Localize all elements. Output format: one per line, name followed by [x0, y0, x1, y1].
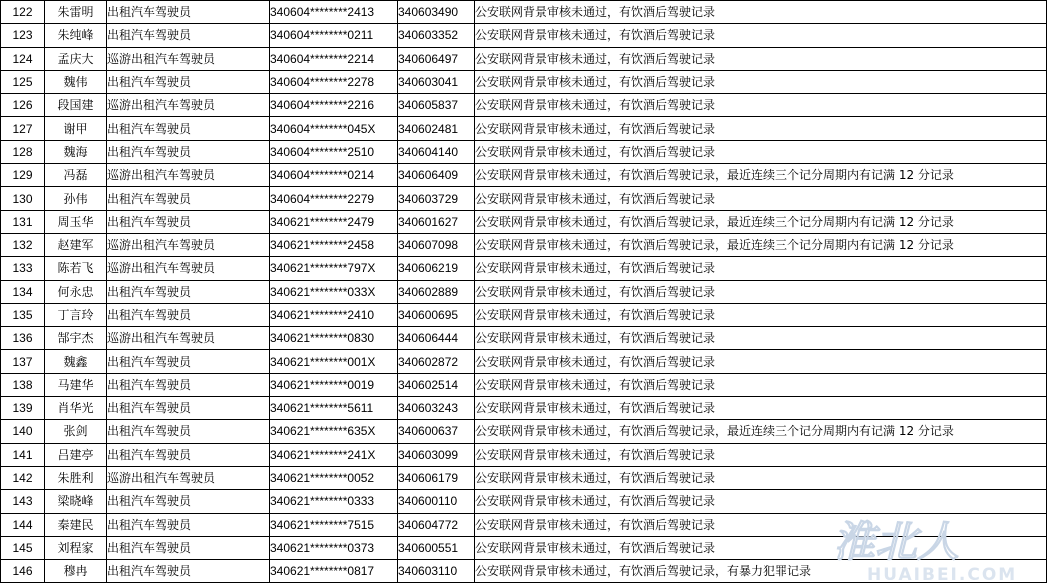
table-row — [1, 187, 1047, 210]
cell-job-type: 出租汽车驾驶员 — [107, 70, 270, 93]
cell-license-number: 340600637 — [398, 420, 475, 443]
cell-license-number: 340600110 — [398, 490, 475, 513]
cell-id-number: 340621********0052 — [270, 466, 398, 489]
cell-license-number: 340604772 — [398, 513, 475, 536]
table-row — [1, 303, 1047, 326]
cell-id-number: 340604********2279 — [270, 187, 398, 210]
cell-reason: 公安联网背景审核未通过，有饮酒后驾驶记录 — [475, 397, 1047, 420]
cell-driver-name: 郜宇杰 — [45, 327, 107, 350]
cell-number: 143 — [1, 490, 45, 513]
cell-reason: 公安联网背景审核未通过，有饮酒后驾驶记录 — [475, 466, 1047, 489]
table-row — [1, 140, 1047, 163]
table-row — [1, 350, 1047, 373]
cell-license-number: 340603099 — [398, 443, 475, 466]
cell-id-number: 340621********0019 — [270, 373, 398, 396]
cell-license-number: 340602481 — [398, 117, 475, 140]
cell-id-number: 340604********2413 — [270, 1, 398, 24]
table-row — [1, 420, 1047, 443]
cell-driver-name: 朱纯峰 — [45, 24, 107, 47]
cell-reason: 公安联网背景审核未通过，有饮酒后驾驶记录，最近连续三个记分周期内有记满 12 分记录 — [475, 164, 1047, 187]
cell-number: 144 — [1, 513, 45, 536]
cell-license-number: 340603110 — [398, 560, 475, 583]
cell-driver-name: 吕建亭 — [45, 443, 107, 466]
cell-driver-name: 穆冉 — [45, 560, 107, 583]
cell-reason: 公安联网背景审核未通过，有饮酒后驾驶记录 — [475, 187, 1047, 210]
cell-driver-name: 丁言玲 — [45, 303, 107, 326]
cell-number: 133 — [1, 257, 45, 280]
cell-number: 124 — [1, 47, 45, 70]
cell-driver-name: 冯磊 — [45, 164, 107, 187]
cell-driver-name: 何永忠 — [45, 280, 107, 303]
cell-job-type: 出租汽车驾驶员 — [107, 443, 270, 466]
cell-reason: 公安联网背景审核未通过，有饮酒后驾驶记录 — [475, 513, 1047, 536]
table-row — [1, 466, 1047, 489]
cell-job-type: 出租汽车驾驶员 — [107, 210, 270, 233]
cell-job-type: 出租汽车驾驶员 — [107, 140, 270, 163]
cell-number: 125 — [1, 70, 45, 93]
cell-job-type: 巡游出租汽车驾驶员 — [107, 47, 270, 70]
cell-reason: 公安联网背景审核未通过，有饮酒后驾驶记录 — [475, 536, 1047, 559]
cell-reason: 公安联网背景审核未通过，有饮酒后驾驶记录 — [475, 94, 1047, 117]
cell-number: 129 — [1, 164, 45, 187]
table-row — [1, 397, 1047, 420]
cell-number: 130 — [1, 187, 45, 210]
table-row — [1, 280, 1047, 303]
cell-license-number: 340603352 — [398, 24, 475, 47]
cell-reason: 公安联网背景审核未通过，有饮酒后驾驶记录 — [475, 373, 1047, 396]
cell-id-number: 340621********033X — [270, 280, 398, 303]
cell-reason: 公安联网背景审核未通过，有饮酒后驾驶记录 — [475, 490, 1047, 513]
table-row — [1, 257, 1047, 280]
cell-job-type: 巡游出租汽车驾驶员 — [107, 164, 270, 187]
cell-driver-name: 段国建 — [45, 94, 107, 117]
cell-license-number: 340606497 — [398, 47, 475, 70]
cell-license-number: 340602514 — [398, 373, 475, 396]
cell-driver-name: 周玉华 — [45, 210, 107, 233]
cell-id-number: 340604********2216 — [270, 94, 398, 117]
cell-id-number: 340604********045X — [270, 117, 398, 140]
table-row — [1, 373, 1047, 396]
cell-job-type: 出租汽车驾驶员 — [107, 536, 270, 559]
cell-id-number: 340604********2278 — [270, 70, 398, 93]
cell-reason: 公安联网背景审核未通过，有饮酒后驾驶记录 — [475, 117, 1047, 140]
table-row — [1, 164, 1047, 187]
cell-driver-name: 刘程家 — [45, 536, 107, 559]
cell-reason: 公安联网背景审核未通过，有饮酒后驾驶记录 — [475, 1, 1047, 24]
cell-number: 138 — [1, 373, 45, 396]
cell-driver-name: 魏鑫 — [45, 350, 107, 373]
cell-driver-name: 梁晓峰 — [45, 490, 107, 513]
cell-license-number: 340606409 — [398, 164, 475, 187]
cell-reason: 公安联网背景审核未通过，有饮酒后驾驶记录 — [475, 350, 1047, 373]
table-row — [1, 490, 1047, 513]
table-row — [1, 233, 1047, 256]
table-row — [1, 210, 1047, 233]
table-row — [1, 560, 1047, 583]
cell-license-number: 340603729 — [398, 187, 475, 210]
cell-driver-name: 秦建民 — [45, 513, 107, 536]
cell-number: 123 — [1, 24, 45, 47]
cell-reason: 公安联网背景审核未通过，有饮酒后驾驶记录，最近连续三个记分周期内有记满 12 分记录 — [475, 420, 1047, 443]
cell-driver-name: 朱雷明 — [45, 1, 107, 24]
cell-id-number: 340621********001X — [270, 350, 398, 373]
cell-license-number: 340601627 — [398, 210, 475, 233]
cell-id-number: 340621********0830 — [270, 327, 398, 350]
cell-job-type: 出租汽车驾驶员 — [107, 24, 270, 47]
cell-reason: 公安联网背景审核未通过，有饮酒后驾驶记录 — [475, 443, 1047, 466]
cell-job-type: 出租汽车驾驶员 — [107, 303, 270, 326]
cell-reason: 公安联网背景审核未通过，有饮酒后驾驶记录，有暴力犯罪记录 — [475, 560, 1047, 583]
cell-job-type: 巡游出租汽车驾驶员 — [107, 257, 270, 280]
cell-number: 132 — [1, 233, 45, 256]
cell-number: 139 — [1, 397, 45, 420]
cell-id-number: 340604********0211 — [270, 24, 398, 47]
cell-job-type: 巡游出租汽车驾驶员 — [107, 94, 270, 117]
table-row — [1, 94, 1047, 117]
cell-license-number: 340606444 — [398, 327, 475, 350]
cell-driver-name: 张剑 — [45, 420, 107, 443]
cell-license-number: 340600695 — [398, 303, 475, 326]
cell-driver-name: 陈若飞 — [45, 257, 107, 280]
cell-license-number: 340604140 — [398, 140, 475, 163]
cell-id-number: 340621********0817 — [270, 560, 398, 583]
cell-license-number: 340600551 — [398, 536, 475, 559]
cell-license-number: 340607098 — [398, 233, 475, 256]
cell-license-number: 340603041 — [398, 70, 475, 93]
table-row — [1, 24, 1047, 47]
cell-reason: 公安联网背景审核未通过，有饮酒后驾驶记录 — [475, 303, 1047, 326]
cell-number: 145 — [1, 536, 45, 559]
cell-job-type: 出租汽车驾驶员 — [107, 490, 270, 513]
cell-job-type: 巡游出租汽车驾驶员 — [107, 466, 270, 489]
cell-job-type: 出租汽车驾驶员 — [107, 397, 270, 420]
cell-number: 141 — [1, 443, 45, 466]
cell-driver-name: 马建华 — [45, 373, 107, 396]
cell-number: 146 — [1, 560, 45, 583]
cell-id-number: 340621********5611 — [270, 397, 398, 420]
cell-job-type: 出租汽车驾驶员 — [107, 117, 270, 140]
cell-id-number: 340621********0333 — [270, 490, 398, 513]
cell-license-number: 340603490 — [398, 1, 475, 24]
cell-job-type: 出租汽车驾驶员 — [107, 350, 270, 373]
cell-id-number: 340604********2214 — [270, 47, 398, 70]
table-row — [1, 536, 1047, 559]
cell-driver-name: 赵建军 — [45, 233, 107, 256]
cell-id-number: 340621********797X — [270, 257, 398, 280]
cell-id-number: 340621********2479 — [270, 210, 398, 233]
cell-license-number: 340602889 — [398, 280, 475, 303]
cell-number: 126 — [1, 94, 45, 117]
cell-number: 136 — [1, 327, 45, 350]
cell-driver-name: 谢甲 — [45, 117, 107, 140]
watermark-text-en: HUAIBEI.COM — [867, 565, 1018, 584]
cell-license-number: 340605837 — [398, 94, 475, 117]
cell-driver-name: 孟庆大 — [45, 47, 107, 70]
cell-number: 137 — [1, 350, 45, 373]
cell-reason: 公安联网背景审核未通过，有饮酒后驾驶记录 — [475, 140, 1047, 163]
cell-license-number: 340606179 — [398, 466, 475, 489]
cell-reason: 公安联网背景审核未通过，有饮酒后驾驶记录 — [475, 24, 1047, 47]
table-body — [1, 1, 1047, 583]
table-row — [1, 47, 1047, 70]
cell-driver-name: 肖华光 — [45, 397, 107, 420]
cell-id-number: 340621********241X — [270, 443, 398, 466]
cell-job-type: 出租汽车驾驶员 — [107, 513, 270, 536]
cell-job-type: 出租汽车驾驶员 — [107, 373, 270, 396]
table-row — [1, 117, 1047, 140]
cell-id-number: 340604********2510 — [270, 140, 398, 163]
cell-reason: 公安联网背景审核未通过，有饮酒后驾驶记录 — [475, 70, 1047, 93]
cell-id-number: 340604********0214 — [270, 164, 398, 187]
table-row — [1, 443, 1047, 466]
table-row — [1, 327, 1047, 350]
cell-number: 131 — [1, 210, 45, 233]
table-row — [1, 70, 1047, 93]
cell-number: 135 — [1, 303, 45, 326]
cell-number: 127 — [1, 117, 45, 140]
cell-reason: 公安联网背景审核未通过，有饮酒后驾驶记录，最近连续三个记分周期内有记满 12 分记录 — [475, 210, 1047, 233]
cell-driver-name: 朱胜利 — [45, 466, 107, 489]
cell-license-number: 340606219 — [398, 257, 475, 280]
cell-job-type: 出租汽车驾驶员 — [107, 280, 270, 303]
cell-driver-name: 魏海 — [45, 140, 107, 163]
cell-driver-name: 魏伟 — [45, 70, 107, 93]
cell-reason: 公安联网背景审核未通过，有饮酒后驾驶记录，最近连续三个记分周期内有记满 12 分记录 — [475, 233, 1047, 256]
cell-reason: 公安联网背景审核未通过，有饮酒后驾驶记录 — [475, 257, 1047, 280]
cell-number: 142 — [1, 466, 45, 489]
cell-reason: 公安联网背景审核未通过，有饮酒后驾驶记录 — [475, 47, 1047, 70]
cell-id-number: 340621********7515 — [270, 513, 398, 536]
table-row — [1, 513, 1047, 536]
cell-id-number: 340621********2410 — [270, 303, 398, 326]
cell-job-type: 巡游出租汽车驾驶员 — [107, 233, 270, 256]
cell-reason: 公安联网背景审核未通过，有饮酒后驾驶记录 — [475, 280, 1047, 303]
cell-license-number: 340602872 — [398, 350, 475, 373]
cell-driver-name: 孙伟 — [45, 187, 107, 210]
cell-job-type: 出租汽车驾驶员 — [107, 420, 270, 443]
watermark-text-cn: 淮北人 — [833, 517, 960, 566]
cell-id-number: 340621********0373 — [270, 536, 398, 559]
cell-number: 128 — [1, 140, 45, 163]
cell-id-number: 340621********2458 — [270, 233, 398, 256]
cell-job-type: 出租汽车驾驶员 — [107, 560, 270, 583]
cell-number: 140 — [1, 420, 45, 443]
cell-job-type: 出租汽车驾驶员 — [107, 1, 270, 24]
table-row — [1, 1, 1047, 24]
cell-id-number: 340621********635X — [270, 420, 398, 443]
cell-reason: 公安联网背景审核未通过，有饮酒后驾驶记录 — [475, 327, 1047, 350]
cell-number: 122 — [1, 1, 45, 24]
cell-job-type: 巡游出租汽车驾驶员 — [107, 327, 270, 350]
cell-number: 134 — [1, 280, 45, 303]
cell-job-type: 出租汽车驾驶员 — [107, 187, 270, 210]
cell-license-number: 340603243 — [398, 397, 475, 420]
